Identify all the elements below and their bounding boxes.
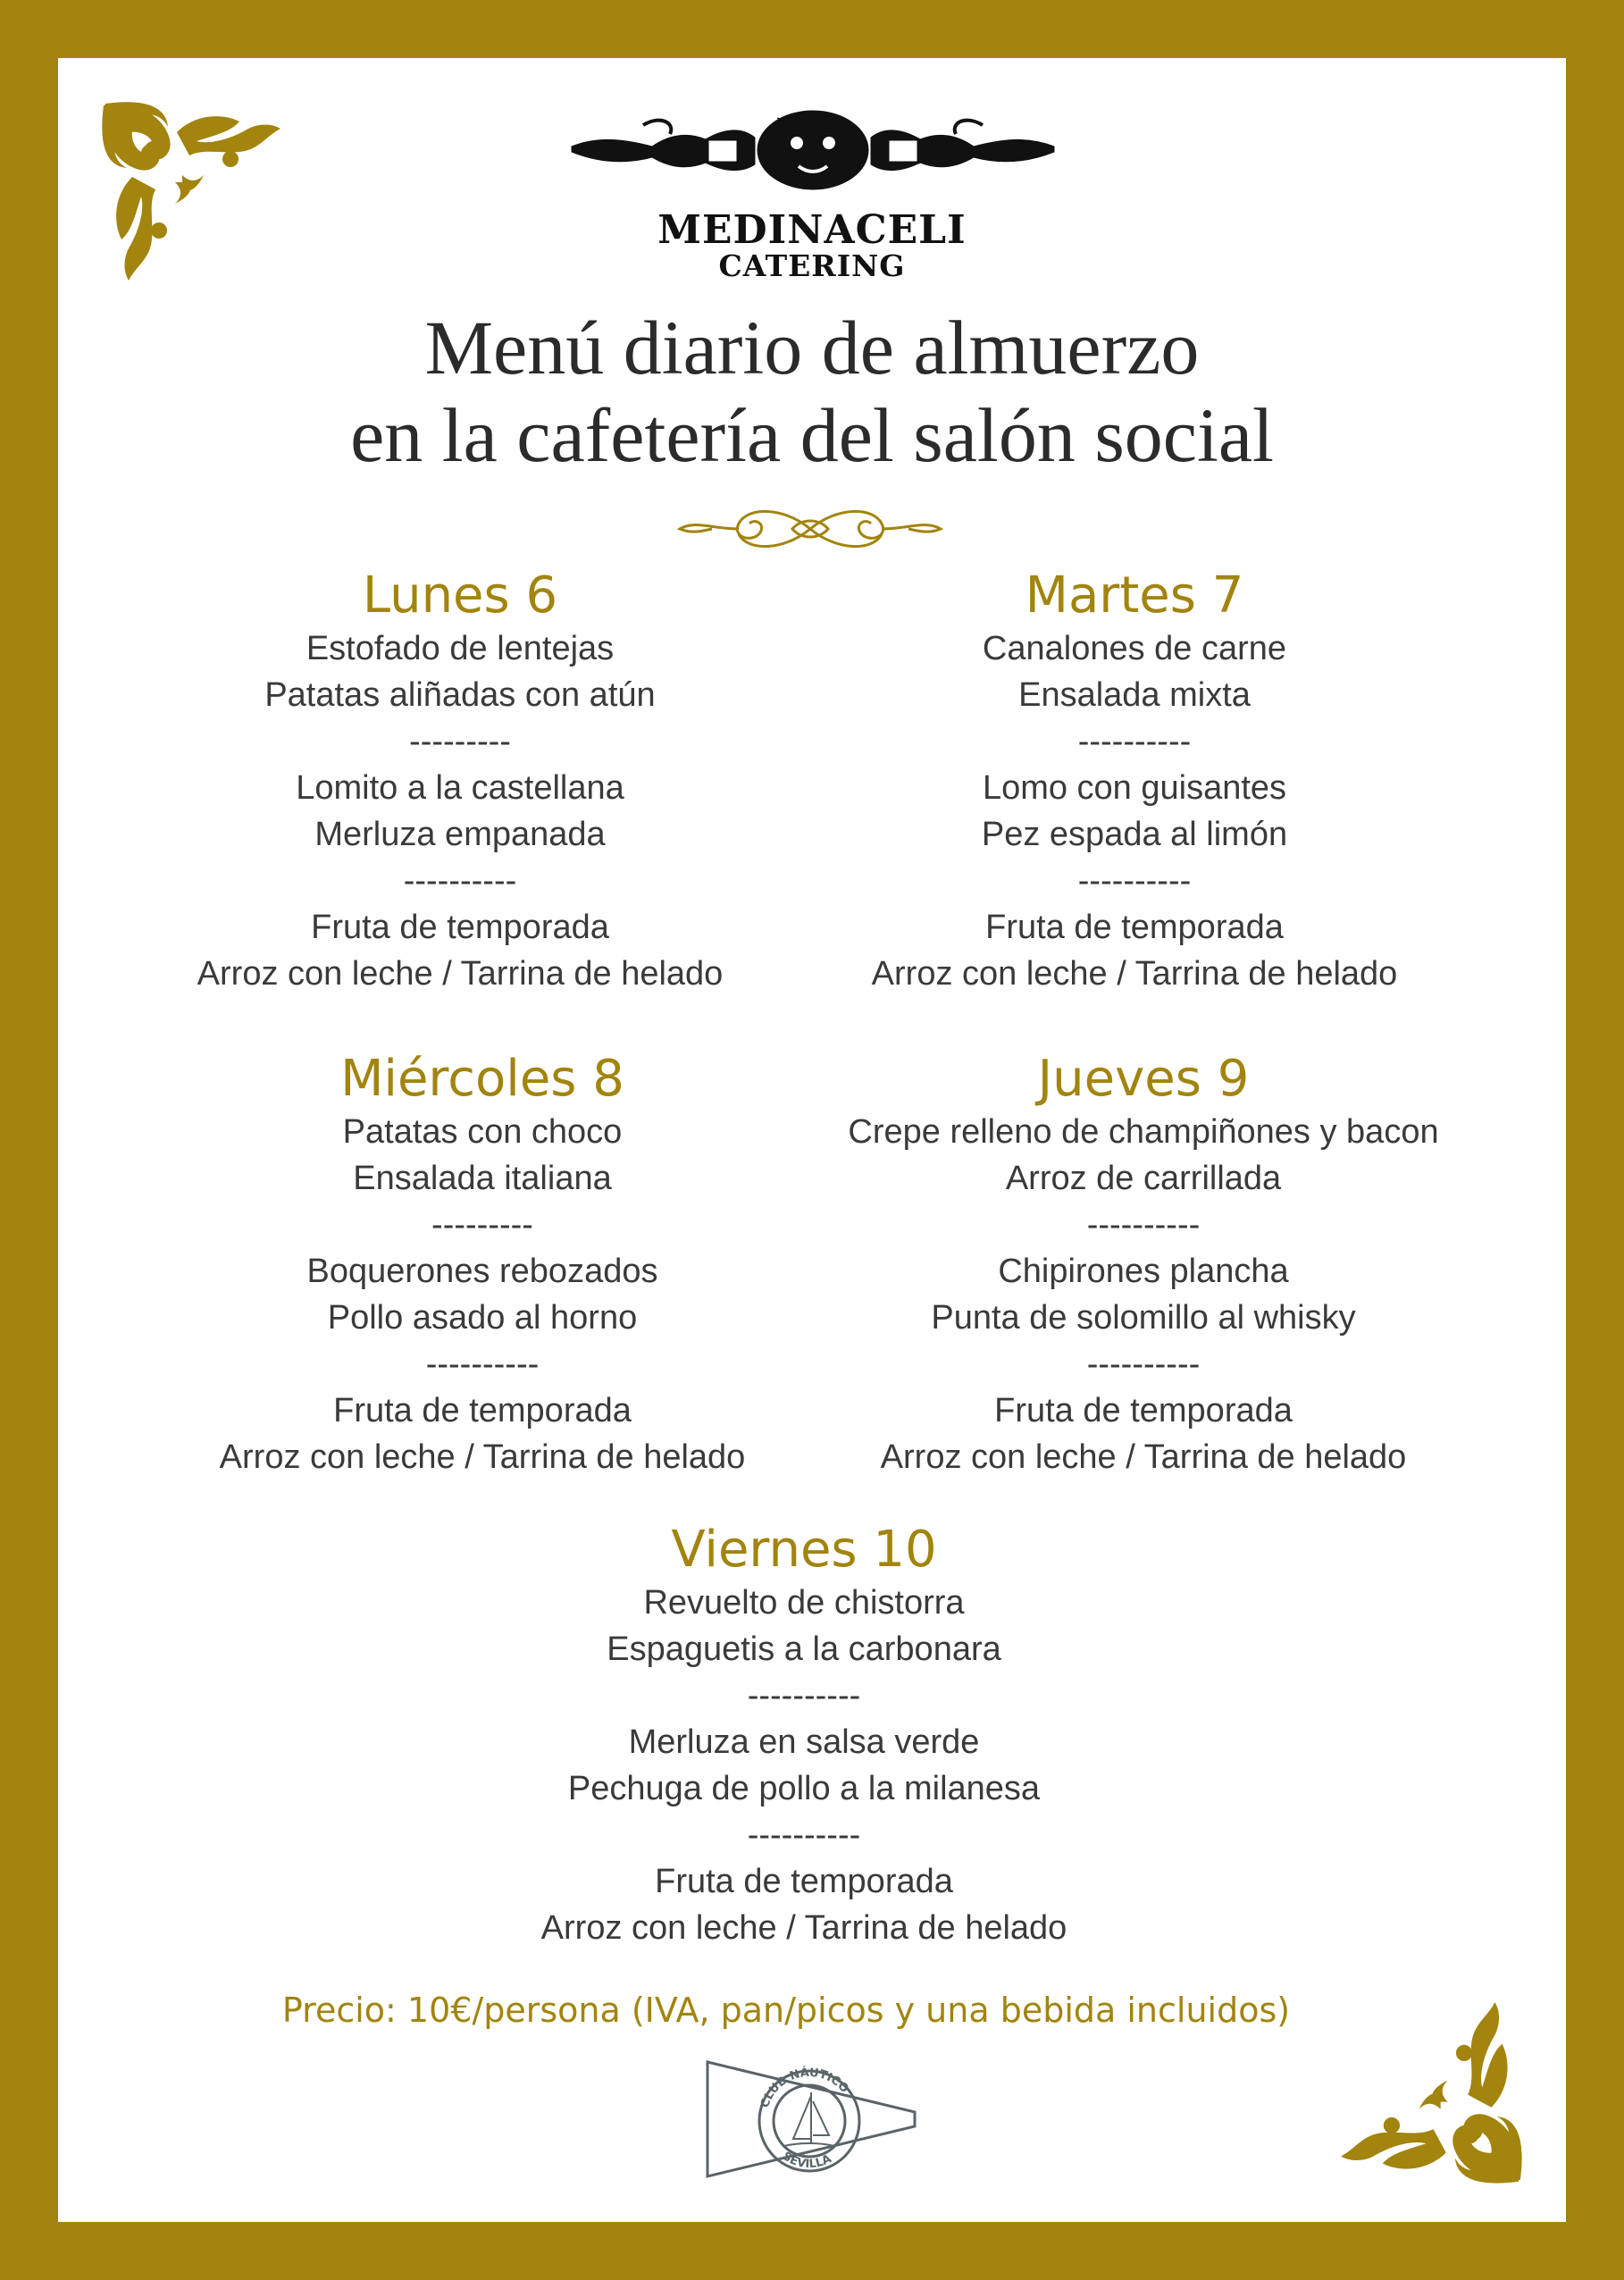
dish-item: Pechuga de pollo a la milanesa	[567, 1770, 1041, 1807]
day-title: Lunes 6	[362, 566, 558, 624]
dish-item: Arroz de carrillada	[1005, 1160, 1282, 1197]
day-viernes	[473, 1521, 1134, 1951]
separator: ----------	[425, 1345, 540, 1383]
dish-item: Patatas con choco	[342, 1113, 623, 1151]
day-jueves	[804, 1050, 1483, 1480]
brand-name: MEDINACELI	[657, 207, 967, 253]
dish-item: Ensalada italiana	[353, 1160, 612, 1197]
dish-item: Boquerones rebozados	[306, 1253, 658, 1290]
medinaceli-crest-logo	[563, 107, 1063, 197]
dish-item: Arroz con leche / Tarrina de helado	[197, 955, 724, 993]
price-note: Precio: 10€/persona (IVA, pan/picos y una bebida incluidos)	[281, 1991, 1291, 2030]
dish-item: Canalones de carne	[982, 630, 1287, 667]
dish-item: Crepe relleno de champiñones y bacon	[848, 1113, 1439, 1151]
dish-item: Arroz con leche / Tarrina de helado	[540, 1909, 1067, 1947]
dish-item: Lomito a la castellana	[296, 769, 624, 807]
day-title: Jueves 9	[1037, 1050, 1250, 1108]
dish-item: Merluza en salsa verde	[628, 1723, 980, 1761]
dish-item: Ensalada mixta	[1018, 676, 1251, 714]
dish-item: Espaguetis a la carbonara	[607, 1630, 1001, 1668]
day-miercoles	[183, 1050, 782, 1480]
day-lunes	[161, 566, 759, 997]
dish-item: Fruta de temporada	[311, 909, 609, 946]
separator: ----------	[1086, 1206, 1201, 1244]
separator: ----------	[747, 1677, 861, 1714]
separator: ----------	[1077, 723, 1192, 760]
brand-subtitle: CATERING	[718, 248, 906, 283]
dish-item: Fruta de temporada	[655, 1863, 953, 1900]
dish-item: Estofado de lentejas	[306, 630, 615, 667]
flourish-divider-icon	[667, 502, 953, 556]
dish-item: Merluza empanada	[314, 816, 606, 853]
club-logo-text-bottom: SEVILLA	[780, 2150, 834, 2172]
dish-item: Patatas aliñadas con atún	[264, 676, 656, 714]
dish-item: Fruta de temporada	[333, 1392, 632, 1429]
day-title: Miércoles 8	[340, 1050, 624, 1108]
separator: ----------	[403, 862, 517, 900]
dish-item: Pollo asado al horno	[327, 1299, 638, 1337]
dish-item: Arroz con leche / Tarrina de helado	[219, 1438, 746, 1476]
dish-item: Lomo con guisantes	[982, 769, 1287, 807]
dish-item: Fruta de temporada	[994, 1392, 1293, 1429]
dish-item: Fruta de temporada	[985, 909, 1284, 946]
separator: ----------	[1077, 862, 1192, 900]
separator: ----------	[1086, 1345, 1201, 1383]
menu-title-line2: en la cafetería del salón social	[350, 392, 1274, 478]
dish-item: Arroz con leche / Tarrina de helado	[871, 955, 1398, 993]
day-martes	[835, 566, 1434, 997]
dish-item: Punta de solomillo al whisky	[931, 1299, 1356, 1337]
separator: ----------	[747, 1816, 861, 1854]
separator: ---------	[431, 1206, 533, 1244]
dish-item: Arroz con leche / Tarrina de helado	[880, 1438, 1407, 1476]
dish-item: Revuelto de chistorra	[643, 1584, 965, 1622]
separator: ---------	[409, 723, 511, 760]
day-title: Martes 7	[1025, 566, 1244, 624]
dish-item: Chipirones plancha	[998, 1253, 1289, 1290]
day-title: Viernes 10	[671, 1521, 937, 1579]
menu-title-line1: Menú diario de almuerzo	[424, 305, 1200, 390]
dish-item: Pez espada al limón	[981, 816, 1288, 853]
club-logo-text-top: CLUB NÁUTICO	[758, 2066, 851, 2110]
club-nautico-pennant-logo	[704, 2057, 918, 2182]
